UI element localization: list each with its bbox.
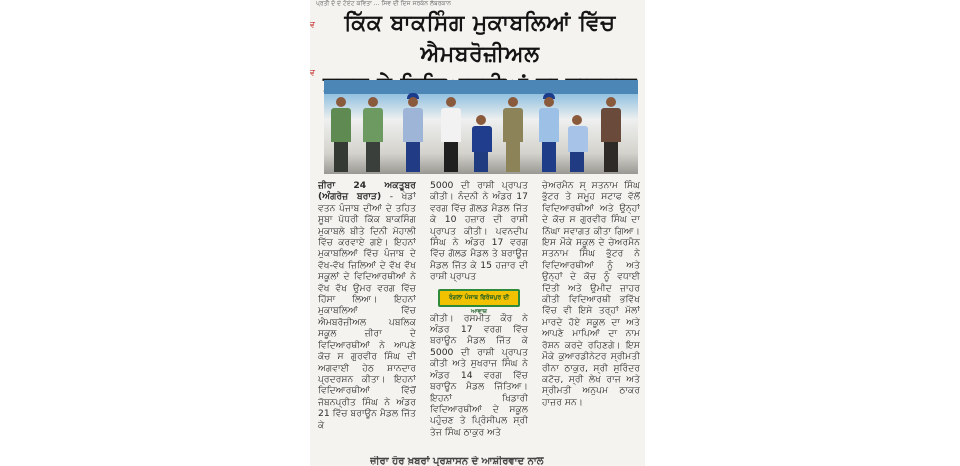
article-column-3 [542,180,640,466]
article-column-1 [318,180,416,466]
newspaper-clipping [310,0,645,466]
edge-mark: ਵ [310,20,316,29]
column-1-text: - ਖੇਡਾਂ ਵਤਨ ਪੰਜਾਬ ਦੀਆਂ ਦੇ ਤਹਿਤ ਸੂਬਾ ਪੱਧਰੀ ਕਿੱਕ ਬਾਕਸਿੰਗ ਮੁਕਾਬਲੇ ਬੀਤੇ ਦਿਨੀ ਮੋਹਾਲੀ ਵਿੱਚ ਕਰਵਾਏ ਗਏ। ਇਹਨਾਂ ਮੁਕਾਬਲਿਆਂ ਵਿੱਚ ਪੰਜਾਬ ਦੇ ਵੱਖ-ਵੱਖ ਜ਼ਿਲਿਆਂ ਦੇ ਵੱਖ ਵੱਖ ਸਕੂਲਾਂ ਦੇ ਵਿਦਿਆਰਥੀਆਂ ਨੇ ਵੱਖ ਵੱਖ ਉਮਰ ਵਰਗ ਵਿੱਚ ਹਿੱਸਾ ਲਿਆ। ਇਹਨਾਂ ਮੁਕਾਬਲਿਆਂ ਵਿੱਚ ਐਮਬਰੋਜ਼ੀਅਲ ਪਬਲਿਕ ਸਕੂਲ ਜ਼ੀਰਾ ਦੇ ਵਿਦਿਆਰਥੀਆਂ ਨੇ ਆਪਣੇ ਕੋਚ ਸ ਗੁਰਵੀਰ ਸਿੰਘ ਦੀ ਅਗਵਾਈ ਹੇਠ ਸ਼ਾਨਦਾਰ ਪ੍ਰਦਰਸ਼ਨ ਕੀਤਾ। ਇਹਨਾਂ ਵਿਦਿਆਰਥੀਆਂ ਵਿੱਚੋਂ ਜੋਬਨਪ੍ਰੀਤ ਸਿੰਘ ਨੇ ਅੰਡਰ 21 ਵਿੱਚ ਬਰਾਊਨ ਮੈਡਲ ਜਿੱਤ ਕੇ [318,191,416,431]
top-strip-text: ਪ੍ਰਤੀ ਦੋ ਦੇ ਟੋਏਟ ਕਵਿਤਾ ... ਸਿਵ ਦੀ ਦਿਸ ਸਰਕੰਨ ਲੰਬਰਕਾਨ [316,0,451,7]
column-2-text-a: 5000 ਦੀ ਰਾਸ਼ੀ ਪ੍ਰਾਪਤ ਕੀਤੀ। ਨੰਦਨੀ ਨੇ ਅੰਡਰ 17 ਵਰਗ ਵਿੱਚ ਗੋਲਡ ਮੈਡਲ ਜਿੱਤ ਕੇ 10 ਹਜ਼ਾਰ ਦੀ ਰਾਸ਼ੀ ਪ੍ਰਾਪਤ ਕੀਤੀ। ਪਵਨਦੀਪ ਸਿੰਘ ਨੇ ਅੰਡਰ 17 ਵਰਗ ਵਿੱਚ ਗੋਲਡ ਮੈਡਲ ਤੇ ਬਰਾਊਜ਼ ਮੈਡਲ ਜਿੱਤ ਕੇ 15 ਹਜ਼ਾਰ ਦੀ ਰਾਸ਼ੀ ਪ੍ਰਾਪਤ [430,180,528,283]
promo-badge: ਰੰਗਲਾ ਪੰਜਾਬ ਫਿਰੋਜ਼ਪੁਰ ਦੀ ਆਵਾਜ਼ [438,289,520,307]
group-photo [324,80,638,174]
column-3-text: ਚੇਅਰਮੈਨ ਸ੍ ਸਤਨਾਮ ਸਿੰਘ ਭੁੱਟਰ ਤੇ ਸਮੂਹ ਸਟਾਫ ਵੱਲੋਂ ਵਿਦਿਆਰਥੀਆਂ ਅਤੇ ਉਨ੍ਹਾਂ ਦੇ ਕੋਚ ਸ ਗੁਰਵੀਰ ਸਿੰਘ ਦਾ ਨਿੱਘਾ ਸਵਾਗਤ ਕੀਤਾ ਗਿਆ। ਇਸ ਮੌਕੇ ਸਕੂਲ ਦੇ ਚੇਅਰਮੈਨ ਸਤਨਾਮ ਸਿੰਘ ਭੁੱਟਰ ਨੇ ਵਿਦਿਆਰਥੀਆਂ ਨੂੰ ਅਤੇ ਉਨ੍ਹਾਂ ਦੇ ਕੋਚ ਨੂੰ ਵਧਾਈ ਦਿੱਤੀ ਅਤੇ ਉਮੀਦ ਜ਼ਾਹਰ ਕੀਤੀ ਵਿਦਿਆਰਥੀ ਭਵਿੱਖ ਵਿੱਚ ਵੀ ਇਸੇ ਤਰ੍ਹਾਂ ਮੱਲਾਂ ਮਾਰਦੇ ਹੋਏ ਸਕੂਲ ਦਾ ਅਤੇ ਆਪਣੇ ਮਾਪਿਆਂ ਦਾ ਨਾਮ ਰੋਸ਼ਨ ਕਰਦੇ ਰਹਿਣਗੇ। ਇਸ ਮੌਕੇ ਕੁਆਰਡੀਨੇਟਰ ਸ੍ਰੀਮਤੀ ਰੀਨਾ ਠਾਕੁਰ, ਸ੍ਰੀ ਸੁਰਿੰਦਰ ਕਟੋਚ, ਸ੍ਰੀ ਲੇਖ ਰਾਜ ਅਤੇ ਸ੍ਰੀਮਤੀ ਅਨੁਪਮ ਠਾਕਰ ਹਾਜ਼ਰ ਸਨ। [542,180,640,408]
article-columns [318,180,644,466]
column-2-text-b: ਕੀਤੀ। ਰਸਮੀਤ ਕੌਰ ਨੇ ਅੰਡਰ 17 ਵਰਗ ਵਿੱਚ ਬਰਾਊਨ ਮੈਡਲ ਜਿੱਤ ਕੇ 5000 ਦੀ ਰਾਸ਼ੀ ਪ੍ਰਾਪਤ ਕੀਤੀ ਅਤੇ ਸੁਖਰਾਜ ਸਿੰਘ ਨੇ ਅੰਡਰ 14 ਵਰਗ ਵਿੱਚ ਬਰਾਊਨ ਮੈਡਲ ਜਿੱਤਿਆ। ਇਹਨਾਂ ਖਿਡਾਰੀ ਵਿਦਿਆਰਥੀਆਂ ਦੇ ਸਕੂਲ ਪਹੁੰਚਣ ਤੇ ਪ੍ਰਿੰਸੀਪਲ ਸ੍ਰੀ ਤੇਜ ਸਿੰਘ ਠਾਕੁਰ ਅਤੇ [430,312,528,438]
article-column-2 [430,180,528,466]
edge-mark: ਵ [310,68,316,77]
headline-line-1: ਕਿੱਕ ਬਾਕਸਿੰਗ ਮੁਕਾਬਲਿਆਂ ਵਿੱਚ ਐਮਬਰੋਜ਼ੀਅਲ [344,11,616,67]
dateline: ਜ਼ੀਰਾ 24 ਅਕਤੂਬਰ (ਅੰਗਰੇਜ਼ ਬਰਾੜ) [318,180,416,203]
photo-banner [324,80,638,94]
next-headline-fragment: ਜ਼ੀਰਾ ਹੋਰ ਖ਼ਬਰਾਂ ਪ੍ਰਸ਼ਾਸਨ ਦੇ ਆਸ਼ੀਰਵਾਦ ਨਾਲ [370,456,544,466]
